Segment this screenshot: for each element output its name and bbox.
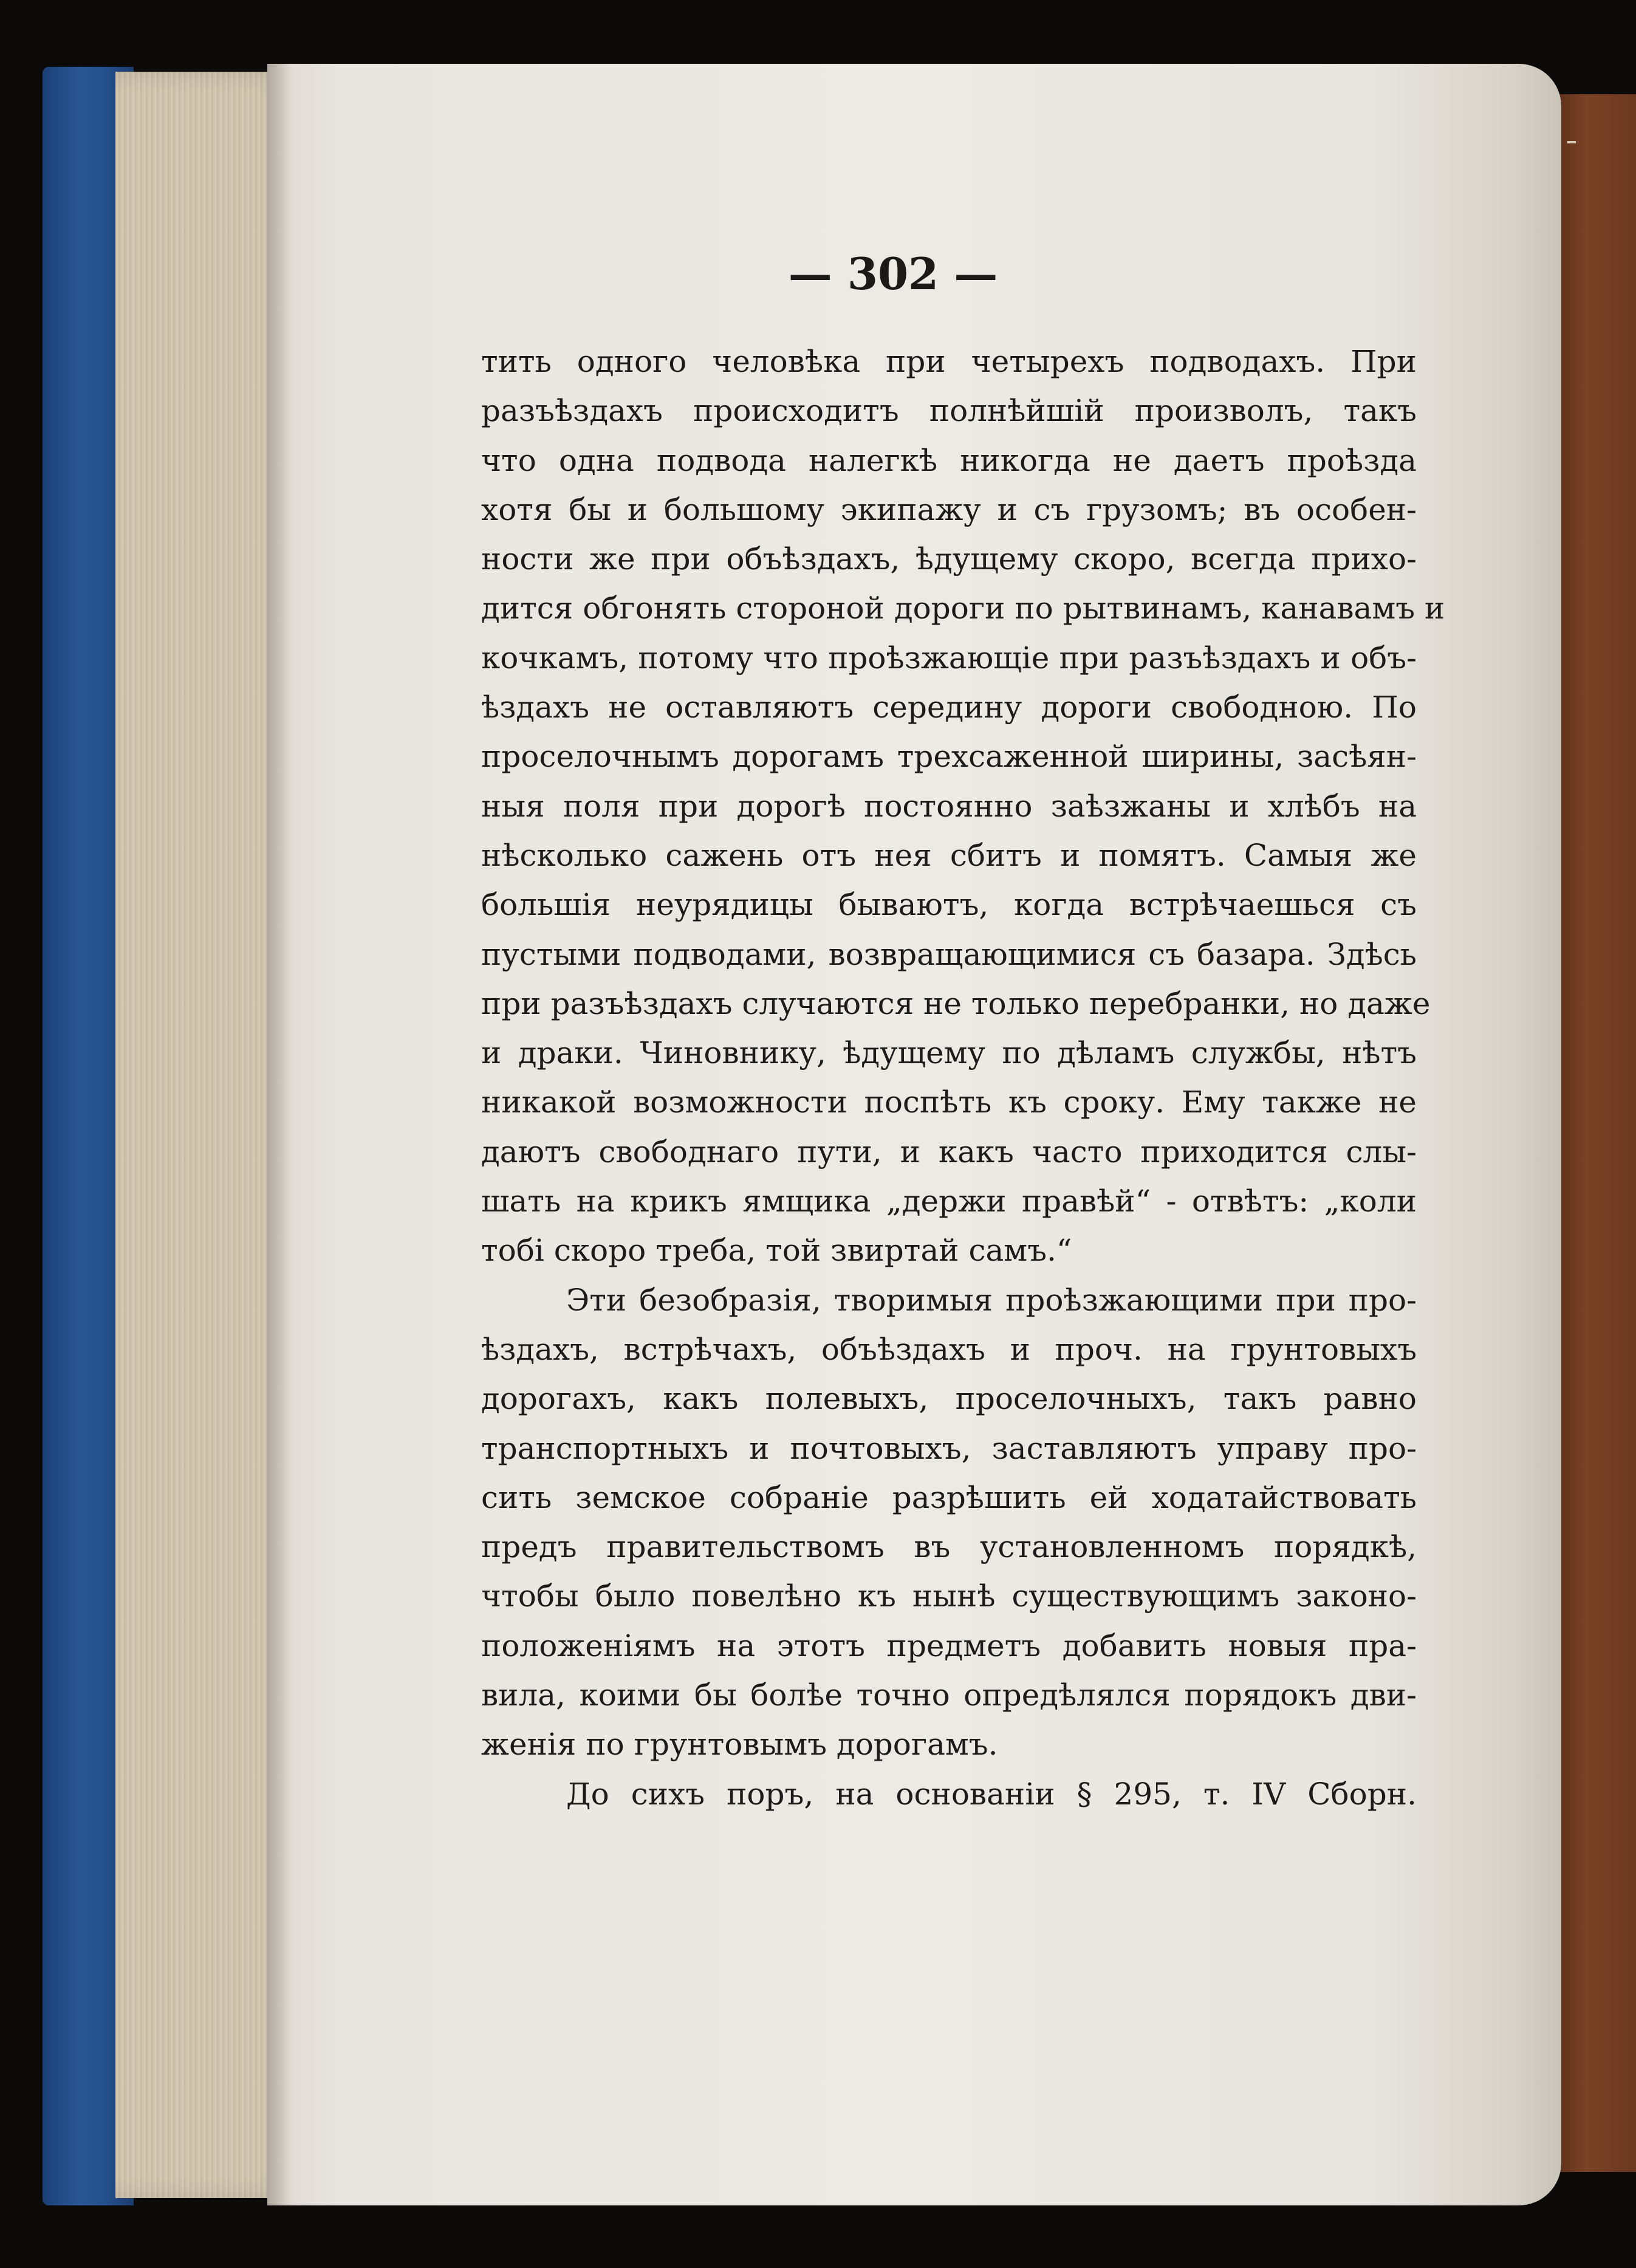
text-line: пустыми подводами, возвращающимися съ базара. Здѣсь: [481, 936, 1417, 972]
text-line: даютъ свободнаго пути, и какъ часто приходится слы-: [481, 1134, 1417, 1170]
text-line: женія по грунтовымъ дорогамъ.: [481, 1727, 998, 1763]
text-line: тобі скоро треба, той звиртай самъ.“: [481, 1233, 1072, 1269]
gutter-shadow: [267, 64, 292, 2205]
text-line: кочкамъ, потому что проѣзжающіе при разъѣздахъ и объ-: [481, 640, 1417, 676]
text-line: хотя бы и большому экипажу и съ грузомъ; въ особен-: [481, 492, 1417, 527]
text-line: нѣсколько сажень отъ нея сбитъ и помятъ. Самыя же: [481, 837, 1417, 873]
text-line: ныя поля при дорогѣ постоянно заѣзжаны и хлѣбъ на: [481, 788, 1417, 824]
text-line: дится обгонять стороной дороги по рытвинамъ, канавамъ и: [481, 591, 1445, 626]
text-line: разъѣздахъ происходитъ полнѣйшій произволъ, такъ: [481, 393, 1417, 429]
text-line: Эти безобразія, творимыя проѣзжающими при про-: [566, 1282, 1417, 1318]
text-line: сить земское собраніе разрѣшить ей ходатайствовать: [481, 1479, 1417, 1515]
page-number: — 302 —: [788, 248, 998, 300]
text-line: проселочнымъ дорогамъ трехсаженной ширины, засѣян-: [481, 739, 1417, 775]
text-line: предъ правительствомъ въ установленномъ порядкѣ,: [481, 1529, 1417, 1565]
text-line: что одна подвода налегкѣ никогда не даетъ проѣзда: [481, 442, 1417, 478]
text-line: транспортныхъ и почтовыхъ, заставляютъ управу про-: [481, 1430, 1417, 1466]
text-line: дорогахъ, какъ полевыхъ, проселочныхъ, такъ равно: [481, 1381, 1417, 1417]
text-line: ности же при объѣздахъ, ѣдущему скоро, всегда прихо-: [481, 541, 1417, 577]
text-line: тить одного человѣка при четырехъ подводахъ. При: [481, 344, 1417, 379]
text-line: вила, коими бы болѣе точно опредѣлялся порядокъ дви-: [481, 1677, 1417, 1713]
text-line: положеніямъ на этотъ предметъ добавить новыя пра-: [481, 1628, 1417, 1663]
text-line: ѣздахъ не оставляютъ середину дороги свободною. По: [481, 690, 1417, 725]
text-line: шать на крикъ ямщика „держи правѣй“ - отвѣтъ: „коли: [481, 1184, 1417, 1219]
text-line: До сихъ поръ, на основаніи § 295, т. IV Сборн.: [566, 1776, 1417, 1812]
text-line: при разъѣздахъ случаются не только перебранки, но даже: [481, 985, 1431, 1021]
next-page-edge: [1552, 94, 1636, 2172]
next-page-mark: [1567, 141, 1576, 143]
body-text: [481, 337, 1445, 1819]
text-line: и драки. Чиновнику, ѣдущему по дѣламъ службы, нѣтъ: [481, 1035, 1417, 1071]
text-line: большія неурядицы бываютъ, когда встрѣчаешься съ: [481, 887, 1417, 923]
text-line: ѣздахъ, встрѣчахъ, объѣздахъ и проч. на грунтовыхъ: [481, 1331, 1417, 1367]
text-line: никакой возможности поспѣть къ сроку. Ему также не: [481, 1084, 1417, 1120]
text-line: чтобы было повелѣно къ нынѣ существующимъ законо-: [481, 1578, 1417, 1614]
